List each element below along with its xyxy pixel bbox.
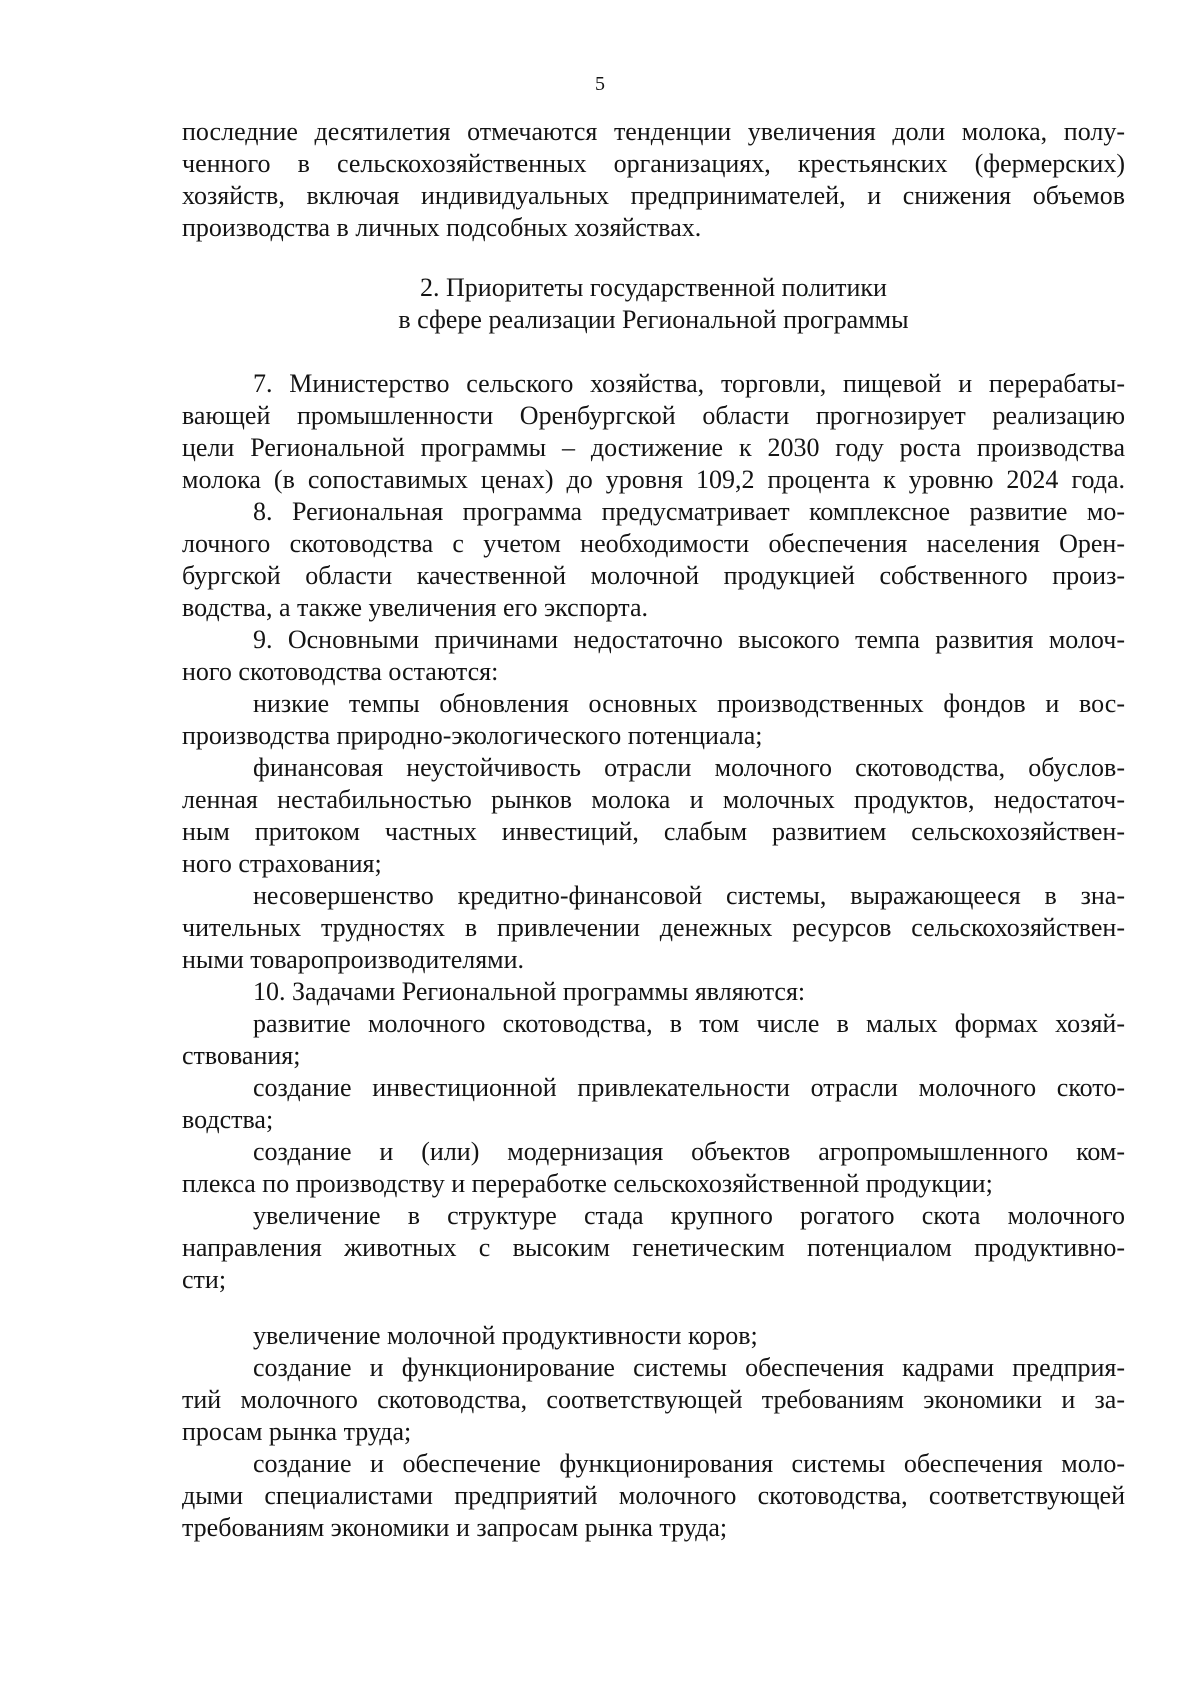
paragraph-line: 7. Министерство сельского хозяйства, торговли, пищевой и перерабаты- (253, 369, 1125, 398)
paragraph-line: 9. Основными причинами недостаточно высокого темпа развития молоч- (253, 625, 1125, 654)
paragraph-line: ленная нестабильностью рынков молока и молочных продуктов, недостаточ- (182, 785, 1125, 814)
paragraph-line: 8. Региональная программа предусматривает комплексное развитие мо- (253, 497, 1125, 526)
paragraph-line: создание инвестиционной привлекательности отрасли молочного ското- (253, 1073, 1125, 1102)
paragraph-line: ного скотоводства остаются: (182, 657, 499, 686)
paragraph-line: лочного скотоводства с учетом необходимости обеспечения населения Орен- (182, 529, 1125, 558)
paragraph-line: направления животных с высоким генетическим потенциалом продуктивно- (182, 1233, 1125, 1262)
paragraph-line: низкие темпы обновления основных производственных фондов и вос- (253, 689, 1125, 718)
intro-line: ченного в сельскохозяйственных организациях, крестьянских (фермерских) (182, 149, 1125, 178)
paragraph-line: водства, а также увеличения его экспорта. (182, 593, 648, 622)
paragraph-line: ными товаропроизводителями. (182, 945, 525, 974)
paragraph-line: ным притоком частных инвестиций, слабым развитием сельскохозяйствен- (182, 817, 1125, 846)
paragraph-line: увеличение в структуре стада крупного рогатого скота молочного (253, 1201, 1125, 1230)
paragraph-line: вающей промышленности Оренбургской области прогнозирует реализацию (182, 401, 1125, 430)
paragraph-line: чительных трудностях в привлечении денежных ресурсов сельскохозяйствен- (182, 913, 1125, 942)
section-heading: в сфере реализации Региональной программы (398, 305, 909, 334)
paragraph-line: плекса по производству и переработке сельскохозяйственной продукции; (182, 1169, 993, 1198)
page-number: 5 (595, 73, 605, 95)
intro-line: производства в личных подсобных хозяйствах. (182, 213, 702, 242)
paragraph-line: финансовая неустойчивость отрасли молочного скотоводства, обуслов- (253, 753, 1125, 782)
paragraph-line: несовершенство кредитно-финансовой системы, выражающееся в зна- (253, 881, 1125, 910)
paragraph-line: ного страхования; (182, 849, 382, 878)
paragraph-line: молока (в сопоставимых ценах) до уровня 109,2 процента к уровню 2024 года. (182, 465, 1125, 494)
intro-line: хозяйств, включая индивидуальных предпринимателей, и снижения объемов (182, 181, 1125, 210)
paragraph-line: увеличение молочной продуктивности коров; (253, 1321, 758, 1350)
paragraph-line: производства природно-экологического потенциала; (182, 721, 763, 750)
intro-line: последние десятилетия отмечаются тенденции увеличения доли молока, полу- (182, 117, 1125, 146)
paragraph-line: развитие молочного скотоводства, в том числе в малых формах хозяй- (253, 1009, 1125, 1038)
paragraph-line: создание и (или) модернизация объектов агропромышленного ком- (253, 1137, 1125, 1166)
paragraph-line: требованиям экономики и запросам рынка труда; (182, 1513, 728, 1542)
paragraph-line: дыми специалистами предприятий молочного скотоводства, соответствующей (182, 1481, 1125, 1510)
paragraph-line: создание и функционирование системы обеспечения кадрами предприя- (253, 1353, 1125, 1382)
paragraph-line: тий молочного скотоводства, соответствующей требованиям экономики и за- (182, 1385, 1125, 1414)
section-heading: 2. Приоритеты государственной политики (420, 273, 887, 302)
paragraph-line: 10. Задачами Региональной программы являются: (253, 977, 806, 1006)
paragraph-line: цели Региональной программы – достижение к 2030 году роста производства (182, 433, 1125, 462)
paragraph-line: бургской области качественной молочной продукцией собственного произ- (182, 561, 1125, 590)
paragraph-line: создание и обеспечение функционирования системы обеспечения моло- (253, 1449, 1125, 1478)
paragraph-line: просам рынка труда; (182, 1417, 412, 1446)
paragraph-line: водства; (182, 1105, 274, 1134)
paragraph-line: сти; (182, 1265, 227, 1294)
paragraph-line: ствования; (182, 1041, 301, 1070)
